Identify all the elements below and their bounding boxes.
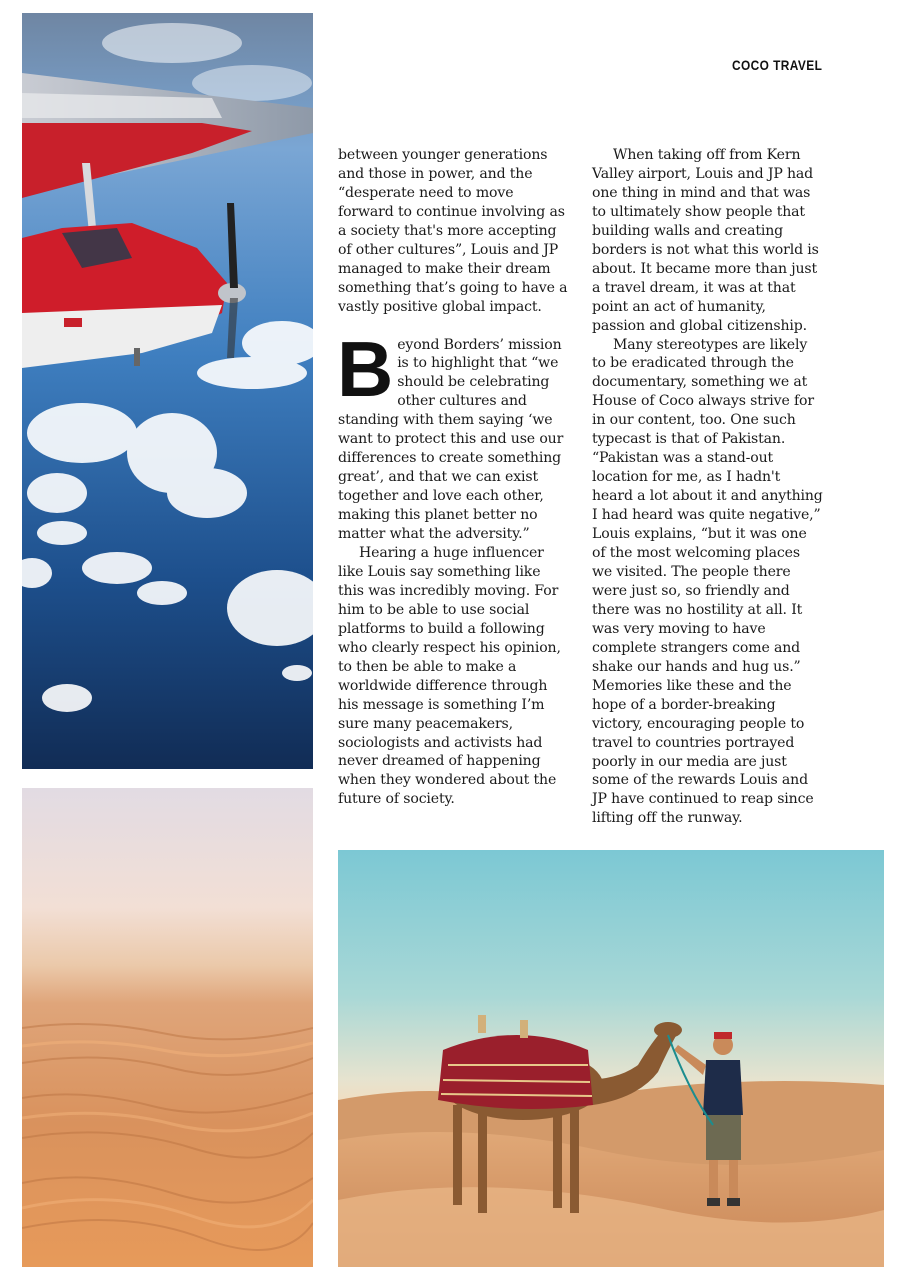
article-paragraph: between younger generations and those in power, and the “desperate need to move forward to continue involving as a society that's more accepting of other cultures”, Louis and JP managed to make their dream something that’s going to have a vastly positive global impact.: [338, 147, 568, 315]
article-paragraph: Hearing a huge influencer like Louis say something like this was incredibly moving. For him to be able to use social platforms to build a following who clearly respect his opinion, to then be able to make a worldwide difference through his message is something I’m sure many peacemakers, sociologists and activists had never dreamed of happening when they wondered about the future of society.: [338, 545, 561, 808]
article-paragraph: Many stereotypes are likely to be eradicated through the documentary, something we at House of Coco always strive for in our content, too. One such typecast is that of Pakistan. “Pakistan was a stand-out location for me, as I hadn't heard a lot about it and anything I had heard was quite negative,” Louis explains, “but it was one of the most welcoming places we visited. The people there were just so, so friendly and there was no hostility at all. It was very moving to have complete strangers come and shake our hands and hug us.” Memories like these and the hope of a border-breaking victory, encouraging people to travel to countries portrayed poorly in our media are just some of the rewards Louis and JP have continued to reap since lifting off the runway.: [592, 336, 823, 827]
section-label: COCO TRAVEL: [731, 57, 822, 73]
article-paragraph: When taking off from Kern Valley airport, Louis and JP had one thing in mind and that was to ultimately show people that building walls and creating borders is not what this world is about. It became more than just a travel dream, it was at that point an act of humanity, passion and global citizenship.: [592, 147, 819, 334]
article-column-right: [592, 146, 823, 828]
seaplane-photo: [22, 13, 313, 769]
article-paragraph-text: eyond Borders’ mission is to highlight that “we should be celebrating other cultures and standing with them saying ‘we want to protect this and use our differences to create something great’, and that we can exist together and love each other, making this planet better no matter what the adversity.”: [338, 336, 564, 543]
article-column-left: [338, 146, 569, 809]
camel-desert-photo: [338, 850, 884, 1267]
desert-dunes-photo: [22, 788, 313, 1267]
drop-cap: B: [337, 324, 394, 413]
article-paragraph-dropcap: [337, 324, 569, 544]
